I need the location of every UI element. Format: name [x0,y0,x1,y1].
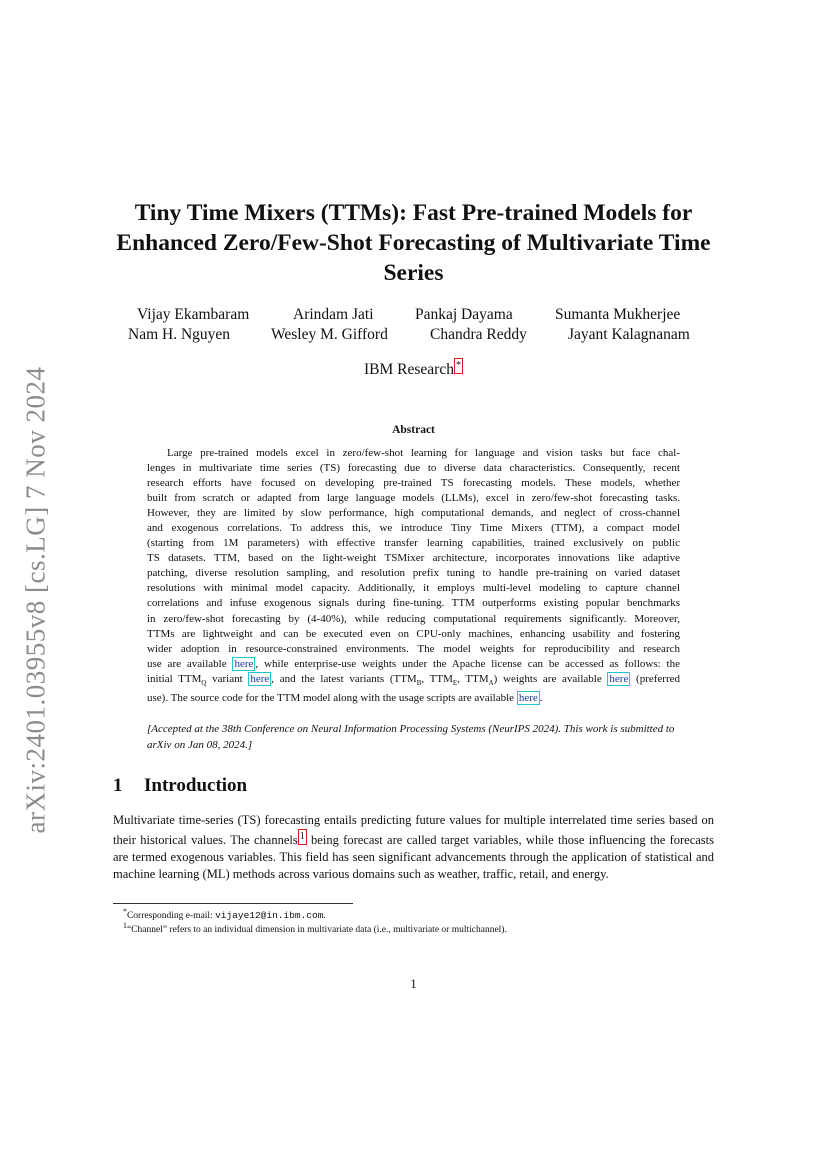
section-title: Introduction [144,775,248,796]
section-heading [113,775,247,797]
footnote-text: “Channel” refers to an individual dimension in multivariate data (i.e., multivariate or multichannel). [126,925,507,936]
intro-paragraph [113,812,714,882]
author: Vijay Ekambaram [137,306,250,323]
abstract-line [147,691,680,706]
abstract-text: . [539,691,543,704]
title-line: Series [383,260,444,286]
author: Nam H. Nguyen [128,326,231,343]
abstract-text: (preferred [630,672,681,685]
affiliation-name: IBM Research [364,361,454,379]
affiliation [0,358,827,379]
author: Wesley M. Gifford [271,326,388,343]
abstract-line: correlations and infuse exogenous signals during fine-tuning. TTM outperforms existing popular benchmarks [147,597,680,610]
subscript: E [452,678,458,687]
abstract-text: , TTM [457,672,489,685]
footnote-text: . [323,911,326,922]
abstract-line: Large pre-trained models excel in zero/few-shot learning for language and vision tasks but face chal- [167,447,680,459]
abstract-text: variant [206,672,249,685]
author: Chandra Reddy [430,326,527,343]
abstract-text: ) weights are available [493,672,608,685]
intro-text: Multivariate time-series (TS) forecasting entails predicting future values for multiple interrelated time series based on their historical values. The channels [113,813,714,847]
arxiv-stamp-text: arXiv:2401.03955v8 [cs.LG] 7 Nov 2024 [20,366,51,834]
paper-title [100,198,727,288]
abstract-body [147,446,680,706]
abstract-line [147,657,680,672]
abstract-line: and exogenous correlations. To address this, we introduce Tiny Time Mixers (TTM), a compact model [147,522,680,535]
email-link[interactable]: vijaye12@in.ibm.com [215,910,324,922]
abstract-line: in zero/few-shot forecasting by (4-40%), while reducing computational requirements significantly. Moreover, [147,612,680,625]
title-line: Enhanced Zero/Few-Shot Forecasting of Multivariate Time [116,230,711,256]
abstract-text: , TTM [421,672,453,685]
subscript: A [488,678,494,687]
here-link[interactable]: here [518,691,538,704]
footnote-2 [123,920,507,936]
subscript: Q [201,678,207,687]
title-line: Tiny Time Mixers (TTMs): Fast Pre-trained Models for [134,200,693,226]
abstract-line: resolutions with minimal model capacity. Additionally, it employs multi-level modeling to capture channel [147,582,680,595]
abstract-line: built from scratch or adapted from large language models (LLMs), excel in zero/few-shot forecasting tasks. [147,492,680,505]
abstract-text: use are available [147,657,233,670]
footnote-mark: 1 [123,921,127,930]
abstract-text: , while enterprise-use weights under the Apache license can be accessed as follows: the [255,657,680,670]
here-link[interactable]: here [250,672,270,685]
footnote-mark: * [123,907,127,916]
intro-text: being forecast are called target variables, while those influencing the forecasts are termed exogenous variables. This field has seen significant advancements through the application of statistical and machine learning (ML) methods across various domains such as weather, traffic, retail, and energy. [113,832,714,881]
abstract-text: initial TTM [147,672,202,685]
acceptance-note: [Accepted at the 38th Conference on Neural Information Processing Systems (NeurIPS 2024). This work is submitted to arXiv on Jan 08, 2024.] [147,723,675,751]
here-link[interactable]: here [609,672,629,685]
abstract-line: However, they are limited by slow performance, high computational demands, and neglect of cross-channel [147,507,680,520]
abstract-line: lenges in multivariate time series (TS) forecasting due to diverse data characteristics. Consequently, recent [147,462,680,475]
author: Pankaj Dayama [415,306,513,323]
footnote-rule [113,903,353,904]
abstract-text: use). The source code for the TTM model along with the usage scripts are available [147,691,517,704]
abstract-line: wider adoption in resource-constrained environments. The model weights for reproducibility and research [147,642,680,655]
author: Jayant Kalagnanam [568,326,690,343]
footnote-text: Corresponding e-mail: [126,911,216,922]
abstract-line: research efforts have focused on developing pre-trained TS forecasting models. These models, whether [147,477,680,490]
author: Sumanta Mukherjee [555,306,681,323]
abstract-line: TS datasets. TTM, based on the light-weight TSMixer architecture, incorporates innovations like adaptive [147,552,680,565]
author: Arindam Jati [293,306,374,323]
page-number: 1 [410,977,417,991]
abstract-heading: Abstract [392,424,435,436]
footnote-link[interactable]: 1 [298,829,307,845]
here-link[interactable]: here [234,657,254,670]
abstract-line [147,672,680,691]
subscript: B [416,678,422,687]
abstract-line: patching, diverse resolution sampling, and resolution prefix tuning to handle pre-training on varied dataset [147,567,680,580]
footnote-link[interactable]: * [454,358,463,374]
abstract-line: TTMs are lightweight and can be executed even on CPU-only machines, enhancing usability and fostering [147,627,680,640]
abstract-text: , and the latest variants (TTM [271,672,417,685]
section-number: 1 [113,775,123,796]
abstract-line: (starting from 1M parameters) with effective transfer learning capabilities, trained exclusively on public [147,537,680,550]
